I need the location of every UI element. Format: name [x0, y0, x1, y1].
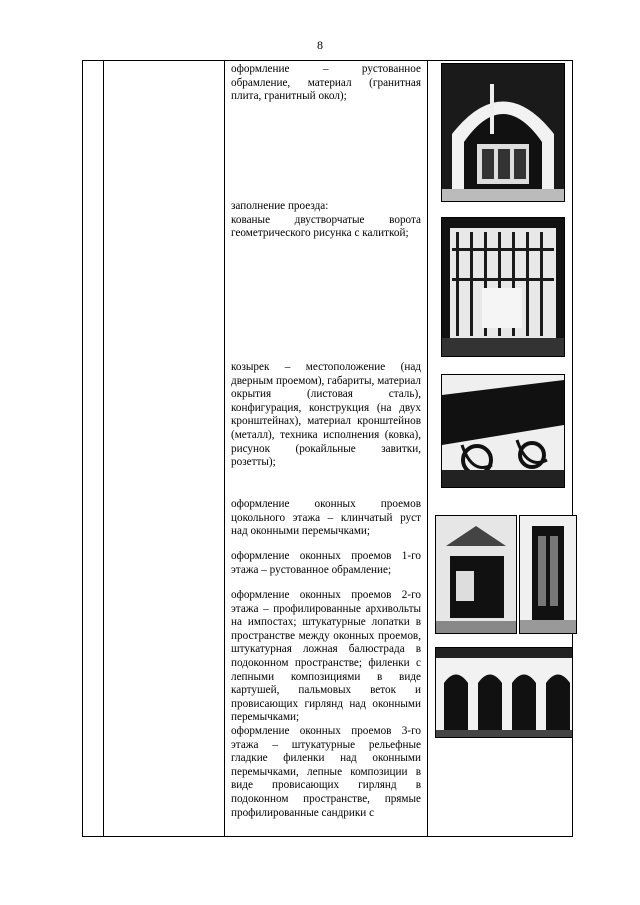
column-divider	[224, 61, 225, 836]
text-line: кованые двустворчатые ворота геометрического рисунка с калиткой;	[231, 213, 421, 240]
text-line: заполнение проезда:	[231, 200, 329, 212]
page-number: 8	[317, 38, 323, 52]
text-line: оформление оконных проемов 3-го этажа – штукатурные рельефные гладкие филенки над оконными перемычками, лепные композиции в виде провисающих гирлянд в подоконном пространстве, прямые профилированные сандрики с	[231, 724, 421, 819]
text-line: оформление оконных проемов цокольного этажа – клинчатый руст над оконными перемычками;	[231, 498, 421, 538]
text-line: козырек – местоположение (над дверным проемом), габариты, материал окрытия (листовая сталь), конфигурация, конструкция (на двух кронштейнах), материал кронштейнов (металл), техника исполнения (ковка), рисунок (рокайльные завитки, розетты);	[231, 361, 421, 469]
description-item-first-floor-windows	[231, 550, 421, 577]
text-line: оформление оконных проемов 1-го этажа – рустованное обрамление;	[231, 550, 421, 576]
description-item-canopy	[231, 361, 421, 470]
photo-first-floor-window	[519, 515, 577, 634]
text-line: оформление – рустованное обрамление, материал (гранитная плита, гранитный окол);	[231, 63, 421, 103]
description-item-gates	[231, 200, 421, 241]
photo-arched-entrance	[441, 63, 565, 202]
photo-canopy-brackets	[441, 374, 565, 488]
column-divider	[427, 61, 428, 836]
description-item-basement-windows	[231, 498, 421, 539]
photo-second-floor-facade	[435, 647, 573, 738]
description-item-rustication	[231, 63, 421, 104]
description-item-upper-floor-windows	[231, 589, 421, 820]
table-frame	[82, 60, 573, 837]
photo-basement-window	[435, 515, 517, 634]
text-line: оформление оконных проемов 2-го этажа – профилированные архивольты на импостах; штукатурные лопатки в пространстве между оконных проемов, штукатурная ложная балюстрада в подоконном пространстве; филенки с лепными композициями в виде картушей, пальмовых веток и провисающих гирлянд над оконными перемычками;	[231, 589, 421, 724]
column-divider	[103, 61, 104, 836]
photo-wrought-gates	[441, 217, 565, 357]
